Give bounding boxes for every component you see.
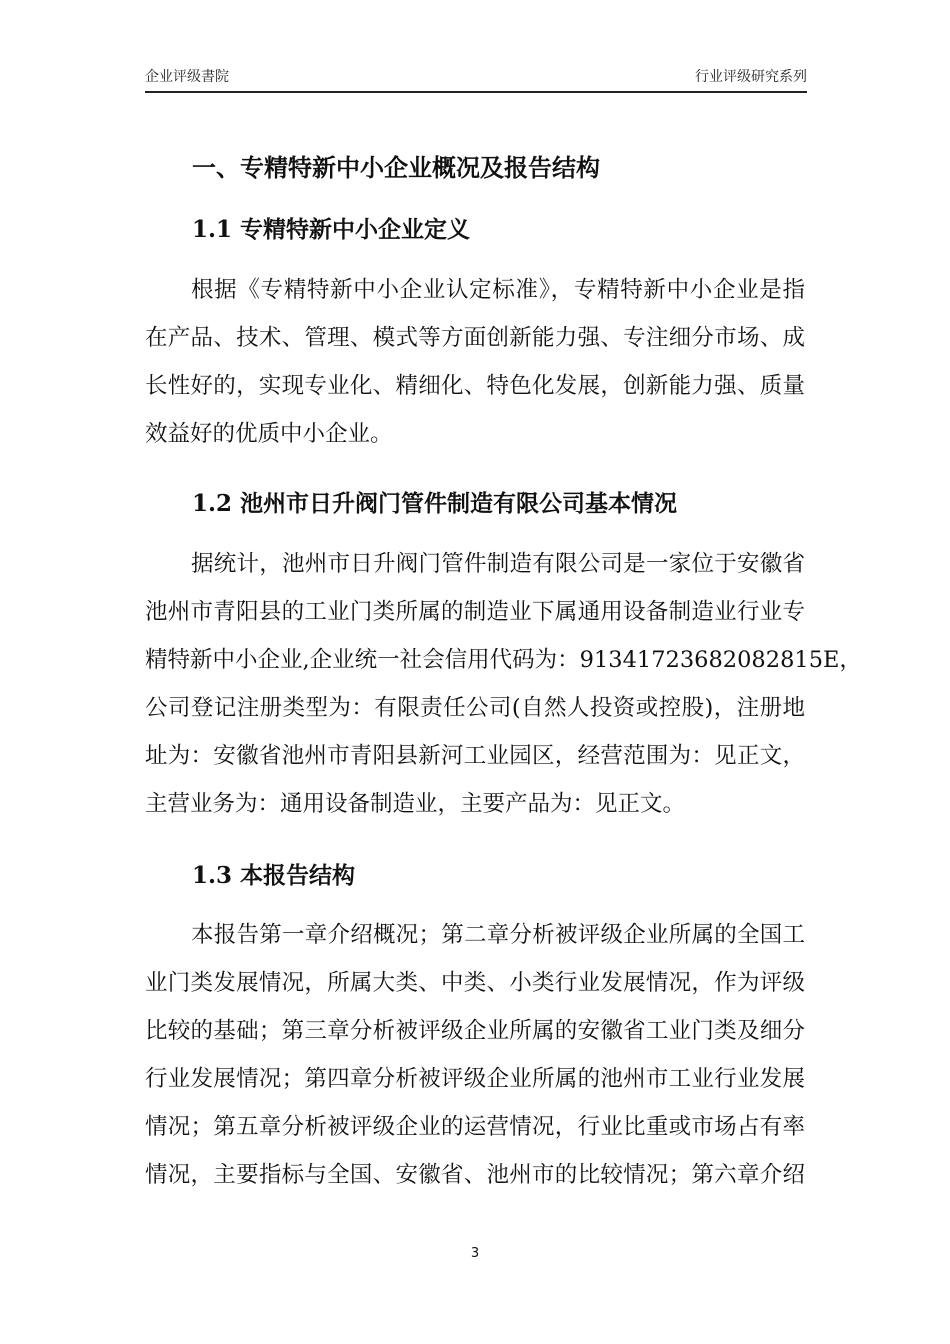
header-left-title: 企业评级書院 [145,69,229,85]
text-line: 址为：安徽省池州市青阳县新河工业园区，经营范围为：见正文， [145,743,805,769]
text-line: 据统计，池州市日升阀门管件制造有限公司是一家位于安徽省 [191,551,805,577]
text-line: 精特新中小企业,企业统一社会信用代码为：91341723682082815E， [145,647,862,673]
text-line: 业门类发展情况，所属大类、中类、小类行业发展情况，作为评级 [145,970,805,996]
text-line: 公司登记注册类型为：有限责任公司(自然人投资或控股)，注册地 [145,695,805,721]
page-number: 3 [470,1246,480,1261]
text-line: 在产品、技术、管理、模式等方面创新能力强、专注细分市场、成 [145,325,805,351]
text-line: 池州市青阳县的工业门类所属的制造业下属通用设备制造业行业专 [145,599,805,625]
chapter-heading: 一、专精特新中小企业概况及报告结构 [192,153,600,182]
header-rule [145,91,807,93]
text-line: 长性好的，实现专业化、精细化、特色化发展，创新能力强、质量 [145,373,805,399]
text-line: 行业发展情况；第四章分析被评级企业所属的池州市工业行业发展 [145,1066,805,1092]
text-line: 根据《专精特新中小企业认定标准》，专精特新中小企业是指 [191,277,805,303]
text-line: 效益好的优质中小企业。 [145,421,393,447]
paragraph-definition [145,266,805,458]
text-line: 比较的基础；第三章分析被评级企业所属的安徽省工业门类及细分 [145,1018,805,1044]
header-right-title: 行业评级研究系列 [695,69,807,85]
section-heading-1-1: 1.1 专精特新中小企业定义 [192,216,471,243]
paragraph-company-info [145,540,862,828]
text-line: 主营业务为：通用设备制造业，主要产品为：见正文。 [145,791,686,817]
section-heading-1-3: 1.3 本报告结构 [192,862,356,889]
paragraph-report-structure [145,911,805,1199]
text-line: 情况，主要指标与全国、安徽省、池州市的比较情况；第六章介绍 [145,1162,805,1188]
text-line: 本报告第一章介绍概况；第二章分析被评级企业所属的全国工 [191,922,805,948]
text-line: 情况；第五章分析被评级企业的运营情况，行业比重或市场占有率 [145,1114,805,1140]
section-heading-1-2: 1.2 池州市日升阀门管件制造有限公司基本情况 [192,490,678,517]
